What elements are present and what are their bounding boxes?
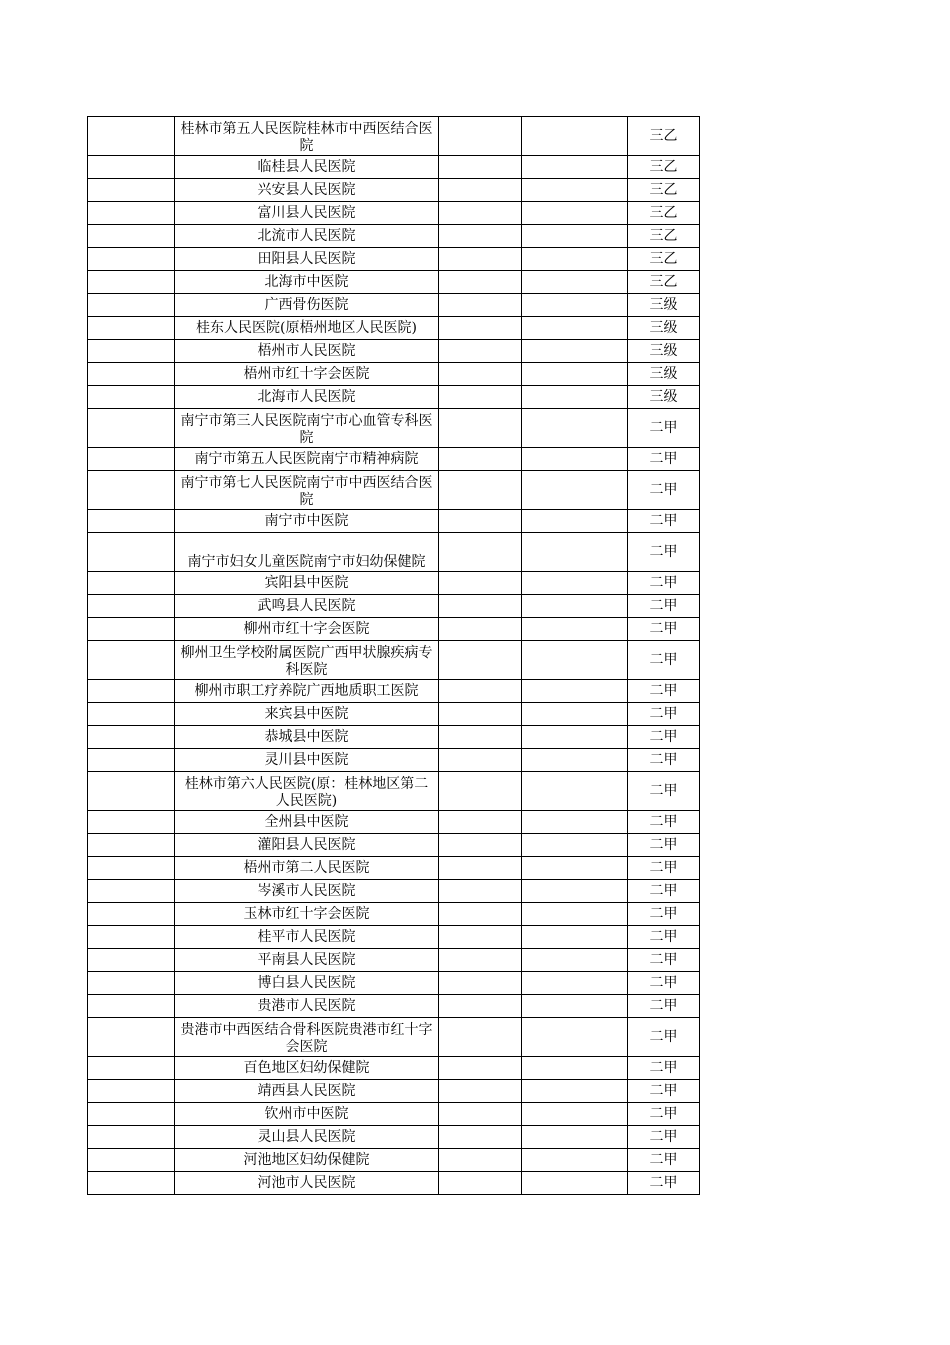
empty-cell-c[interactable] <box>439 471 522 510</box>
hospital-grade-cell[interactable]: 二甲 <box>628 680 700 703</box>
table-row <box>88 471 700 510</box>
hospital-name-cell[interactable]: 来宾县中医院 <box>175 703 439 726</box>
empty-cell-c[interactable] <box>439 857 522 880</box>
table-row <box>88 1057 700 1080</box>
hospital-grade-cell[interactable]: 二甲 <box>628 572 700 595</box>
hospital-grade-cell[interactable]: 二甲 <box>628 972 700 995</box>
hospital-name-cell[interactable]: 桂林市第六人民医院(原：桂林地区第二人民医院) <box>175 772 439 811</box>
empty-cell-d[interactable] <box>522 972 628 995</box>
empty-cell-c[interactable] <box>439 572 522 595</box>
empty-cell-a[interactable] <box>88 533 175 572</box>
table-row <box>88 618 700 641</box>
empty-cell-a[interactable] <box>88 749 175 772</box>
hospital-grade-cell[interactable]: 三乙 <box>628 225 700 248</box>
table-row <box>88 317 700 340</box>
empty-cell-d[interactable] <box>522 949 628 972</box>
empty-cell-a[interactable] <box>88 1172 175 1195</box>
empty-cell-d[interactable] <box>522 595 628 618</box>
empty-cell-c[interactable] <box>439 641 522 680</box>
empty-cell-c[interactable] <box>439 880 522 903</box>
hospital-grade-cell[interactable]: 二甲 <box>628 1057 700 1080</box>
hospital-name-cell[interactable]: 柳州市职工疗养院广西地质职工医院 <box>175 680 439 703</box>
empty-cell-a[interactable] <box>88 340 175 363</box>
empty-cell-c[interactable] <box>439 1018 522 1057</box>
empty-cell-a[interactable] <box>88 618 175 641</box>
empty-cell-d[interactable] <box>522 572 628 595</box>
hospital-grade-cell[interactable]: 三乙 <box>628 156 700 179</box>
empty-cell-d[interactable] <box>522 703 628 726</box>
hospital-grade-cell[interactable]: 二甲 <box>628 995 700 1018</box>
hospital-name-cell[interactable]: 灵川县中医院 <box>175 749 439 772</box>
empty-cell-a[interactable] <box>88 1057 175 1080</box>
table-row <box>88 1080 700 1103</box>
hospital-name-cell[interactable]: 灌阳县人民医院 <box>175 834 439 857</box>
empty-cell-d[interactable] <box>522 117 628 156</box>
empty-cell-c[interactable] <box>439 1057 522 1080</box>
empty-cell-c[interactable] <box>439 225 522 248</box>
hospital-name-cell[interactable]: 桂东人民医院(原梧州地区人民医院) <box>175 317 439 340</box>
empty-cell-c[interactable] <box>439 949 522 972</box>
empty-cell-d[interactable] <box>522 1103 628 1126</box>
table-row <box>88 703 700 726</box>
empty-cell-d[interactable] <box>522 533 628 572</box>
empty-cell-c[interactable] <box>439 726 522 749</box>
hospital-name-cell[interactable]: 全州县中医院 <box>175 811 439 834</box>
empty-cell-c[interactable] <box>439 926 522 949</box>
empty-cell-d[interactable] <box>522 156 628 179</box>
empty-cell-c[interactable] <box>439 248 522 271</box>
empty-cell-d[interactable] <box>522 409 628 448</box>
table-row <box>88 533 700 572</box>
hospital-grade-cell[interactable]: 二甲 <box>628 471 700 510</box>
empty-cell-a[interactable] <box>88 1080 175 1103</box>
table-row <box>88 294 700 317</box>
hospital-grade-cell[interactable]: 三乙 <box>628 271 700 294</box>
empty-cell-a[interactable] <box>88 703 175 726</box>
hospital-name-cell[interactable]: 武鸣县人民医院 <box>175 595 439 618</box>
hospital-grade-cell[interactable]: 二甲 <box>628 618 700 641</box>
empty-cell-d[interactable] <box>522 386 628 409</box>
empty-cell-d[interactable] <box>522 857 628 880</box>
empty-cell-c[interactable] <box>439 409 522 448</box>
empty-cell-c[interactable] <box>439 1172 522 1195</box>
empty-cell-a[interactable] <box>88 1103 175 1126</box>
hospital-grade-table <box>87 116 700 1195</box>
table-row <box>88 448 700 471</box>
empty-cell-d[interactable] <box>522 471 628 510</box>
empty-cell-a[interactable] <box>88 972 175 995</box>
table-row <box>88 680 700 703</box>
empty-cell-c[interactable] <box>439 995 522 1018</box>
hospital-grade-cell[interactable]: 二甲 <box>628 448 700 471</box>
empty-cell-a[interactable] <box>88 880 175 903</box>
empty-cell-d[interactable] <box>522 1080 628 1103</box>
table-row <box>88 156 700 179</box>
hospital-name-cell[interactable]: 北流市人民医院 <box>175 225 439 248</box>
table-row <box>88 510 700 533</box>
empty-cell-a[interactable] <box>88 317 175 340</box>
empty-cell-a[interactable] <box>88 202 175 225</box>
empty-cell-c[interactable] <box>439 202 522 225</box>
empty-cell-c[interactable] <box>439 1103 522 1126</box>
empty-cell-d[interactable] <box>522 903 628 926</box>
empty-cell-d[interactable] <box>522 363 628 386</box>
hospital-grade-cell[interactable]: 二甲 <box>628 926 700 949</box>
empty-cell-c[interactable] <box>439 156 522 179</box>
empty-cell-d[interactable] <box>522 618 628 641</box>
table-row <box>88 179 700 202</box>
empty-cell-d[interactable] <box>522 202 628 225</box>
hospital-grade-cell[interactable]: 二甲 <box>628 726 700 749</box>
table-row <box>88 1103 700 1126</box>
hospital-grade-cell[interactable]: 二甲 <box>628 772 700 811</box>
empty-cell-a[interactable] <box>88 772 175 811</box>
empty-cell-a[interactable] <box>88 248 175 271</box>
table-row <box>88 363 700 386</box>
empty-cell-a[interactable] <box>88 117 175 156</box>
hospital-grade-cell[interactable]: 二甲 <box>628 903 700 926</box>
table-row <box>88 225 700 248</box>
hospital-grade-cell[interactable]: 三乙 <box>628 117 700 156</box>
hospital-name-cell[interactable]: 钦州市中医院 <box>175 1103 439 1126</box>
empty-cell-d[interactable] <box>522 1057 628 1080</box>
hospital-name-cell[interactable]: 河池市人民医院 <box>175 1172 439 1195</box>
hospital-name-cell[interactable]: 临桂县人民医院 <box>175 156 439 179</box>
hospital-grade-cell[interactable]: 三乙 <box>628 179 700 202</box>
hospital-name-cell[interactable]: 桂林市第五人民医院桂林市中西医结合医院 <box>175 117 439 156</box>
empty-cell-c[interactable] <box>439 1080 522 1103</box>
hospital-grade-cell[interactable]: 二甲 <box>628 949 700 972</box>
table-row <box>88 117 700 156</box>
empty-cell-d[interactable] <box>522 995 628 1018</box>
empty-cell-a[interactable] <box>88 156 175 179</box>
table-row <box>88 995 700 1018</box>
hospital-name-cell[interactable]: 南宁市第七人民医院南宁市中西医结合医院 <box>175 471 439 510</box>
empty-cell-a[interactable] <box>88 1018 175 1057</box>
empty-cell-c[interactable] <box>439 386 522 409</box>
empty-cell-a[interactable] <box>88 726 175 749</box>
table-row <box>88 641 700 680</box>
empty-cell-a[interactable] <box>88 949 175 972</box>
empty-cell-d[interactable] <box>522 1126 628 1149</box>
empty-cell-d[interactable] <box>522 749 628 772</box>
empty-cell-d[interactable] <box>522 510 628 533</box>
empty-cell-c[interactable] <box>439 533 522 572</box>
hospital-name-cell[interactable]: 北海市中医院 <box>175 271 439 294</box>
hospital-grade-cell[interactable]: 二甲 <box>628 749 700 772</box>
empty-cell-c[interactable] <box>439 618 522 641</box>
empty-cell-c[interactable] <box>439 363 522 386</box>
empty-cell-c[interactable] <box>439 811 522 834</box>
empty-cell-a[interactable] <box>88 510 175 533</box>
empty-cell-a[interactable] <box>88 448 175 471</box>
hospital-grade-cell[interactable]: 三乙 <box>628 248 700 271</box>
table-row <box>88 772 700 811</box>
hospital-name-cell[interactable]: 梧州市红十字会医院 <box>175 363 439 386</box>
empty-cell-d[interactable] <box>522 772 628 811</box>
hospital-grade-cell[interactable]: 二甲 <box>628 510 700 533</box>
hospital-name-cell[interactable]: 广西骨伤医院 <box>175 294 439 317</box>
table-row <box>88 202 700 225</box>
empty-cell-d[interactable] <box>522 726 628 749</box>
empty-cell-d[interactable] <box>522 926 628 949</box>
hospital-name-cell[interactable]: 梧州市人民医院 <box>175 340 439 363</box>
empty-cell-a[interactable] <box>88 995 175 1018</box>
hospital-grade-cell[interactable]: 二甲 <box>628 880 700 903</box>
hospital-name-cell[interactable]: 南宁市中医院 <box>175 510 439 533</box>
empty-cell-a[interactable] <box>88 386 175 409</box>
hospital-grade-cell[interactable]: 三级 <box>628 363 700 386</box>
hospital-name-cell[interactable]: 玉林市红十字会医院 <box>175 903 439 926</box>
empty-cell-c[interactable] <box>439 340 522 363</box>
hospital-grade-cell[interactable]: 二甲 <box>628 1080 700 1103</box>
hospital-name-cell[interactable]: 桂平市人民医院 <box>175 926 439 949</box>
table-row <box>88 1149 700 1172</box>
empty-cell-a[interactable] <box>88 811 175 834</box>
empty-cell-c[interactable] <box>439 834 522 857</box>
table-row <box>88 726 700 749</box>
table-row <box>88 903 700 926</box>
empty-cell-c[interactable] <box>439 510 522 533</box>
empty-cell-c[interactable] <box>439 271 522 294</box>
empty-cell-a[interactable] <box>88 572 175 595</box>
empty-cell-c[interactable] <box>439 179 522 202</box>
hospital-grade-cell[interactable]: 二甲 <box>628 1018 700 1057</box>
empty-cell-d[interactable] <box>522 248 628 271</box>
empty-cell-a[interactable] <box>88 834 175 857</box>
table-row <box>88 857 700 880</box>
empty-cell-c[interactable] <box>439 903 522 926</box>
hospital-grade-cell[interactable]: 三级 <box>628 340 700 363</box>
hospital-grade-cell[interactable]: 二甲 <box>628 834 700 857</box>
hospital-name-cell[interactable]: 贵港市中西医结合骨科医院贵港市红十字会医院 <box>175 1018 439 1057</box>
empty-cell-d[interactable] <box>522 1172 628 1195</box>
hospital-grade-cell[interactable]: 二甲 <box>628 1126 700 1149</box>
hospital-name-cell[interactable]: 岑溪市人民医院 <box>175 880 439 903</box>
empty-cell-a[interactable] <box>88 363 175 386</box>
hospital-grade-cell[interactable]: 三级 <box>628 317 700 340</box>
table-row <box>88 248 700 271</box>
table-row <box>88 1172 700 1195</box>
empty-cell-a[interactable] <box>88 1126 175 1149</box>
hospital-grade-cell[interactable]: 二甲 <box>628 533 700 572</box>
table-body <box>88 117 700 1195</box>
table-row <box>88 572 700 595</box>
hospital-name-cell[interactable]: 宾阳县中医院 <box>175 572 439 595</box>
hospital-name-cell[interactable]: 河池地区妇幼保健院 <box>175 1149 439 1172</box>
hospital-grade-cell[interactable]: 三级 <box>628 386 700 409</box>
empty-cell-d[interactable] <box>522 811 628 834</box>
hospital-grade-cell[interactable]: 二甲 <box>628 703 700 726</box>
hospital-name-cell[interactable]: 灵山县人民医院 <box>175 1126 439 1149</box>
empty-cell-d[interactable] <box>522 271 628 294</box>
empty-cell-c[interactable] <box>439 317 522 340</box>
empty-cell-d[interactable] <box>522 340 628 363</box>
empty-cell-c[interactable] <box>439 117 522 156</box>
empty-cell-a[interactable] <box>88 926 175 949</box>
hospital-name-cell[interactable]: 平南县人民医院 <box>175 949 439 972</box>
empty-cell-a[interactable] <box>88 271 175 294</box>
hospital-name-cell[interactable]: 梧州市第二人民医院 <box>175 857 439 880</box>
empty-cell-a[interactable] <box>88 595 175 618</box>
empty-cell-d[interactable] <box>522 641 628 680</box>
empty-cell-d[interactable] <box>522 225 628 248</box>
hospital-grade-cell[interactable]: 二甲 <box>628 641 700 680</box>
empty-cell-d[interactable] <box>522 448 628 471</box>
empty-cell-c[interactable] <box>439 1126 522 1149</box>
empty-cell-c[interactable] <box>439 703 522 726</box>
empty-cell-d[interactable] <box>522 834 628 857</box>
hospital-grade-cell[interactable]: 二甲 <box>628 857 700 880</box>
table-row <box>88 811 700 834</box>
hospital-name-cell[interactable]: 百色地区妇幼保健院 <box>175 1057 439 1080</box>
hospital-grade-cell[interactable]: 二甲 <box>628 595 700 618</box>
empty-cell-a[interactable] <box>88 903 175 926</box>
hospital-name-cell[interactable]: 南宁市第五人民医院南宁市精神病院 <box>175 448 439 471</box>
empty-cell-c[interactable] <box>439 595 522 618</box>
empty-cell-d[interactable] <box>522 317 628 340</box>
hospital-name-cell[interactable]: 南宁市第三人民医院南宁市心血管专科医院 <box>175 409 439 448</box>
table-row <box>88 1126 700 1149</box>
hospital-name-cell[interactable]: 贵港市人民医院 <box>175 995 439 1018</box>
empty-cell-a[interactable] <box>88 409 175 448</box>
empty-cell-c[interactable] <box>439 448 522 471</box>
empty-cell-c[interactable] <box>439 972 522 995</box>
table-row <box>88 409 700 448</box>
table-row <box>88 949 700 972</box>
empty-cell-a[interactable] <box>88 641 175 680</box>
empty-cell-d[interactable] <box>522 294 628 317</box>
table-row <box>88 271 700 294</box>
empty-cell-a[interactable] <box>88 294 175 317</box>
empty-cell-a[interactable] <box>88 471 175 510</box>
hospital-grade-cell[interactable]: 三乙 <box>628 202 700 225</box>
empty-cell-d[interactable] <box>522 179 628 202</box>
table-row <box>88 340 700 363</box>
empty-cell-c[interactable] <box>439 294 522 317</box>
hospital-name-cell[interactable]: 田阳县人民医院 <box>175 248 439 271</box>
empty-cell-c[interactable] <box>439 1149 522 1172</box>
table-row <box>88 749 700 772</box>
hospital-name-cell[interactable]: 柳州卫生学校附属医院广西甲状腺疾病专科医院 <box>175 641 439 680</box>
empty-cell-c[interactable] <box>439 749 522 772</box>
empty-cell-d[interactable] <box>522 1149 628 1172</box>
empty-cell-d[interactable] <box>522 880 628 903</box>
hospital-name-cell[interactable]: 博白县人民医院 <box>175 972 439 995</box>
hospital-grade-cell[interactable]: 二甲 <box>628 1172 700 1195</box>
hospital-name-cell[interactable]: 恭城县中医院 <box>175 726 439 749</box>
hospital-grade-cell[interactable]: 三级 <box>628 294 700 317</box>
empty-cell-a[interactable] <box>88 680 175 703</box>
empty-cell-d[interactable] <box>522 1018 628 1057</box>
table-row <box>88 880 700 903</box>
hospital-name-cell[interactable]: 靖西县人民医院 <box>175 1080 439 1103</box>
empty-cell-d[interactable] <box>522 680 628 703</box>
table-row <box>88 926 700 949</box>
hospital-name-cell[interactable]: 兴安县人民医院 <box>175 179 439 202</box>
empty-cell-a[interactable] <box>88 179 175 202</box>
empty-cell-c[interactable] <box>439 680 522 703</box>
table-row <box>88 595 700 618</box>
hospital-name-cell[interactable]: 富川县人民医院 <box>175 202 439 225</box>
hospital-grade-cell[interactable]: 二甲 <box>628 1103 700 1126</box>
hospital-name-cell[interactable]: 柳州市红十字会医院 <box>175 618 439 641</box>
empty-cell-a[interactable] <box>88 857 175 880</box>
table-row <box>88 972 700 995</box>
table-row <box>88 1018 700 1057</box>
hospital-name-cell[interactable]: 北海市人民医院 <box>175 386 439 409</box>
hospital-name-cell[interactable]: 南宁市妇女儿童医院南宁市妇幼保健院 <box>175 533 439 572</box>
table-row <box>88 386 700 409</box>
hospital-grade-cell[interactable]: 二甲 <box>628 409 700 448</box>
empty-cell-c[interactable] <box>439 772 522 811</box>
hospital-grade-cell[interactable]: 二甲 <box>628 811 700 834</box>
hospital-grade-cell[interactable]: 二甲 <box>628 1149 700 1172</box>
empty-cell-a[interactable] <box>88 225 175 248</box>
empty-cell-a[interactable] <box>88 1149 175 1172</box>
table-row <box>88 834 700 857</box>
